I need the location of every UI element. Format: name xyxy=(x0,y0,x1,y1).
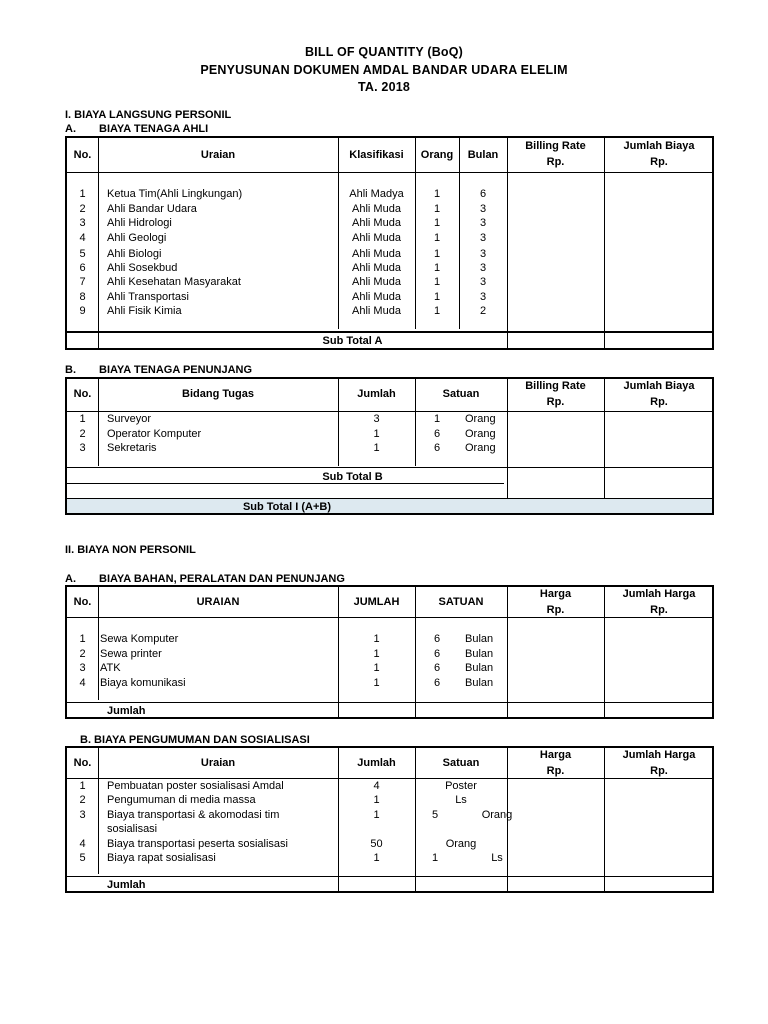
row-bidang-tugas: Operator Komputer xyxy=(107,428,202,440)
row-klasifikasi: Ahli Muda xyxy=(352,276,401,288)
header-jumlah-biaya: Jumlah Biaya xyxy=(623,140,695,152)
header-harga-unit: Rp. xyxy=(546,765,565,777)
header-no: No. xyxy=(73,596,92,608)
table-pengumuman-sosialisasi xyxy=(65,746,714,893)
row-jumlah: 4 xyxy=(373,780,380,792)
row-bulan: 2 xyxy=(479,305,487,317)
row-satuan-qty: 6 xyxy=(433,677,441,689)
header-jumlah-biaya-unit: Rp. xyxy=(650,156,668,168)
row-uraian: Sewa printer xyxy=(100,648,162,660)
row-satuan-unit: Bulan xyxy=(465,677,494,689)
row-satuan-qty: 1 xyxy=(433,413,441,425)
row-uraian: ATK xyxy=(100,662,121,674)
doc-title-line1: BILL OF QUANTITY (BoQ) xyxy=(304,45,464,59)
subtotal-i-ab: Sub Total I (A+B) xyxy=(242,501,332,513)
row-satuan-qty: 6 xyxy=(433,648,441,660)
row-uraian: Ahli Sosekbud xyxy=(107,262,178,274)
row-bidang-tugas: Sekretaris xyxy=(107,442,157,454)
header-satuan: Satuan xyxy=(442,388,480,400)
section-1b-label: BIAYA TENAGA PENUNJANG xyxy=(99,364,253,376)
doc-title-line2: PENYUSUNAN DOKUMEN AMDAL BANDAR UDARA ELELIM xyxy=(200,63,568,77)
row-no: 2 xyxy=(79,648,86,660)
row-klasifikasi: Ahli Madya xyxy=(349,188,404,200)
header-jumlah-harga: Jumlah Harga xyxy=(622,588,696,600)
row-orang: 1 xyxy=(433,203,441,215)
row-uraian: Ahli Hidrologi xyxy=(107,217,172,229)
row-satuan-unit: Poster xyxy=(445,780,477,792)
row-satuan-qty: 6 xyxy=(433,662,441,674)
row-jumlah: 1 xyxy=(373,633,380,645)
row-bulan: 3 xyxy=(479,203,487,215)
row-orang: 1 xyxy=(433,248,441,260)
row-jumlah: 1 xyxy=(373,794,380,806)
row-satuan-unit: Bulan xyxy=(465,662,494,674)
total-jumlah-2a: Jumlah xyxy=(107,705,146,717)
row-uraian: Ahli Geologi xyxy=(107,232,167,244)
row-bidang-tugas: Surveyor xyxy=(107,413,152,425)
row-no: 3 xyxy=(79,662,86,674)
row-jumlah: 1 xyxy=(373,852,380,864)
row-uraian: Biaya transportasi peserta sosialisasi xyxy=(107,838,288,850)
total-jumlah-2b: Jumlah xyxy=(107,879,146,891)
header-orang: Orang xyxy=(420,149,454,161)
row-satuan-unit: Bulan xyxy=(465,633,494,645)
row-uraian: Ahli Fisik Kimia xyxy=(107,305,182,317)
header-jumlah-harga-unit: Rp. xyxy=(650,604,668,616)
row-uraian: Pengumuman di media massa xyxy=(107,794,256,806)
row-uraian: Ahli Biologi xyxy=(107,248,162,260)
row-no: 1 xyxy=(79,780,86,792)
row-bulan: 3 xyxy=(479,262,487,274)
section-1b-letter: B. xyxy=(65,364,76,376)
header-billing-rate-unit: Rp. xyxy=(546,396,565,408)
row-bulan: 6 xyxy=(479,188,487,200)
row-no: 1 xyxy=(79,633,86,645)
table-tenaga-ahli xyxy=(65,136,714,350)
row-orang: 1 xyxy=(433,188,441,200)
section-1a-letter: A. xyxy=(65,123,76,135)
subtotal-a: Sub Total A xyxy=(322,335,383,347)
row-orang: 1 xyxy=(433,232,441,244)
row-klasifikasi: Ahli Muda xyxy=(352,262,401,274)
row-klasifikasi: Ahli Muda xyxy=(352,232,401,244)
row-satuan-unit: Orang xyxy=(465,428,496,440)
row-satuan-unit: Ls xyxy=(491,852,503,864)
row-uraian: Biaya transportasi & akomodasi tim xyxy=(107,809,280,821)
subtotal-b: Sub Total B xyxy=(322,471,383,483)
row-no: 5 xyxy=(79,852,86,864)
row-no: 1 xyxy=(79,188,86,200)
row-uraian: Ahli Bandar Udara xyxy=(107,203,197,215)
header-billing-rate: Billing Rate xyxy=(525,140,586,152)
row-uraian: Pembuatan poster sosialisasi Amdal xyxy=(107,780,284,792)
row-jumlah: 1 xyxy=(373,648,380,660)
header-bulan: Bulan xyxy=(467,149,499,161)
header-jumlah: Jumlah xyxy=(357,757,396,769)
header-harga: Harga xyxy=(539,749,572,761)
row-bulan: 3 xyxy=(479,217,487,229)
row-klasifikasi: Ahli Muda xyxy=(352,248,401,260)
header-no: No. xyxy=(73,757,92,769)
header-bidang-tugas: Bidang Tugas xyxy=(182,388,254,400)
header-harga: Harga xyxy=(539,588,572,600)
header-uraian: URAIAN xyxy=(196,596,240,608)
header-jumlah-harga: Jumlah Harga xyxy=(622,749,696,761)
header-jumlah-harga-unit: Rp. xyxy=(650,765,668,777)
row-jumlah: 3 xyxy=(373,413,380,425)
header-uraian: Uraian xyxy=(200,149,236,161)
row-uraian: Biaya rapat sosialisasi xyxy=(107,852,216,864)
row-klasifikasi: Ahli Muda xyxy=(352,305,401,317)
row-no: 5 xyxy=(79,248,86,260)
row-no: 3 xyxy=(79,442,86,454)
header-jumlah-biaya-unit: Rp. xyxy=(650,396,668,408)
header-billing-rate: Billing Rate xyxy=(525,380,586,392)
header-harga-unit: Rp. xyxy=(546,604,565,616)
section-1b-title xyxy=(65,364,252,376)
row-satuan-unit: Bulan xyxy=(465,648,494,660)
row-jumlah: 50 xyxy=(370,838,383,850)
row-no: 6 xyxy=(79,262,86,274)
section-1-title: I. BIAYA LANGSUNG PERSONIL xyxy=(65,109,232,121)
row-no: 9 xyxy=(79,305,86,317)
row-no: 1 xyxy=(79,413,86,425)
row-no: 4 xyxy=(79,838,86,850)
row-satuan-unit: Orang xyxy=(481,809,513,821)
row-klasifikasi: Ahli Muda xyxy=(352,291,401,303)
row-satuan-unit: Orang xyxy=(465,413,496,425)
row-no: 4 xyxy=(79,232,86,244)
row-no: 3 xyxy=(79,217,86,229)
row-jumlah: 1 xyxy=(373,428,380,440)
header-billing-rate-unit: Rp. xyxy=(546,156,565,168)
header-no: No. xyxy=(73,388,92,400)
row-satuan-unit: Orang xyxy=(465,442,496,454)
row-orang: 1 xyxy=(433,262,441,274)
row-no: 4 xyxy=(79,677,86,689)
row-bulan: 3 xyxy=(479,276,487,288)
row-uraian: Ahli Transportasi xyxy=(107,291,189,303)
section-1a-title xyxy=(65,123,208,135)
header-jumlah: JUMLAH xyxy=(353,596,400,608)
header-jumlah: Jumlah xyxy=(357,388,396,400)
doc-title-line3: TA. 2018 xyxy=(357,80,411,94)
row-klasifikasi: Ahli Muda xyxy=(352,203,401,215)
row-jumlah: 1 xyxy=(373,442,380,454)
table-bahan-peralatan xyxy=(65,585,714,719)
row-uraian-cont: sosialisasi xyxy=(107,823,158,835)
section-2a-letter: A. xyxy=(65,573,76,585)
row-no: 2 xyxy=(79,794,86,806)
header-no: No. xyxy=(73,149,92,161)
row-uraian: Ketua Tim(Ahli Lingkungan) xyxy=(107,188,243,200)
section-2a-title xyxy=(65,573,345,585)
row-jumlah: 1 xyxy=(373,809,380,821)
section-2b-title: B. BIAYA PENGUMUMAN DAN SOSIALISASI xyxy=(80,734,310,746)
row-satuan-qty: 6 xyxy=(433,633,441,645)
table-tenaga-penunjang xyxy=(65,377,714,515)
header-satuan: SATUAN xyxy=(438,596,484,608)
section-1a-label: BIAYA TENAGA AHLI xyxy=(99,123,209,135)
header-klasifikasi: Klasifikasi xyxy=(349,149,404,161)
row-orang: 1 xyxy=(433,291,441,303)
row-bulan: 3 xyxy=(479,232,487,244)
row-no: 2 xyxy=(79,203,86,215)
row-bulan: 3 xyxy=(479,291,487,303)
row-no: 7 xyxy=(79,276,86,288)
row-satuan-unit: Ls xyxy=(455,794,467,806)
row-orang: 1 xyxy=(433,305,441,317)
row-uraian: Sewa Komputer xyxy=(100,633,179,645)
row-uraian: Ahli Kesehatan Masyarakat xyxy=(107,276,241,288)
row-orang: 1 xyxy=(433,217,441,229)
row-no: 8 xyxy=(79,291,86,303)
header-jumlah-biaya: Jumlah Biaya xyxy=(623,380,695,392)
row-satuan-qty: 6 xyxy=(433,428,441,440)
row-bulan: 3 xyxy=(479,248,487,260)
row-no: 3 xyxy=(79,809,86,821)
row-uraian: Biaya komunikasi xyxy=(100,677,186,689)
section-2a-label: BIAYA BAHAN, PERALATAN DAN PENUNJANG xyxy=(99,573,345,585)
header-uraian: Uraian xyxy=(200,757,236,769)
row-satuan-qty: 1 xyxy=(431,852,439,864)
header-satuan: Satuan xyxy=(442,757,480,769)
row-satuan-qty: 5 xyxy=(431,809,439,821)
row-no: 2 xyxy=(79,428,86,440)
row-satuan-qty: 6 xyxy=(433,442,441,454)
row-jumlah: 1 xyxy=(373,677,380,689)
row-orang: 1 xyxy=(433,276,441,288)
section-2-title: II. BIAYA NON PERSONIL xyxy=(65,544,196,556)
row-jumlah: 1 xyxy=(373,662,380,674)
row-klasifikasi: Ahli Muda xyxy=(352,217,401,229)
row-satuan-unit: Orang xyxy=(445,838,477,850)
